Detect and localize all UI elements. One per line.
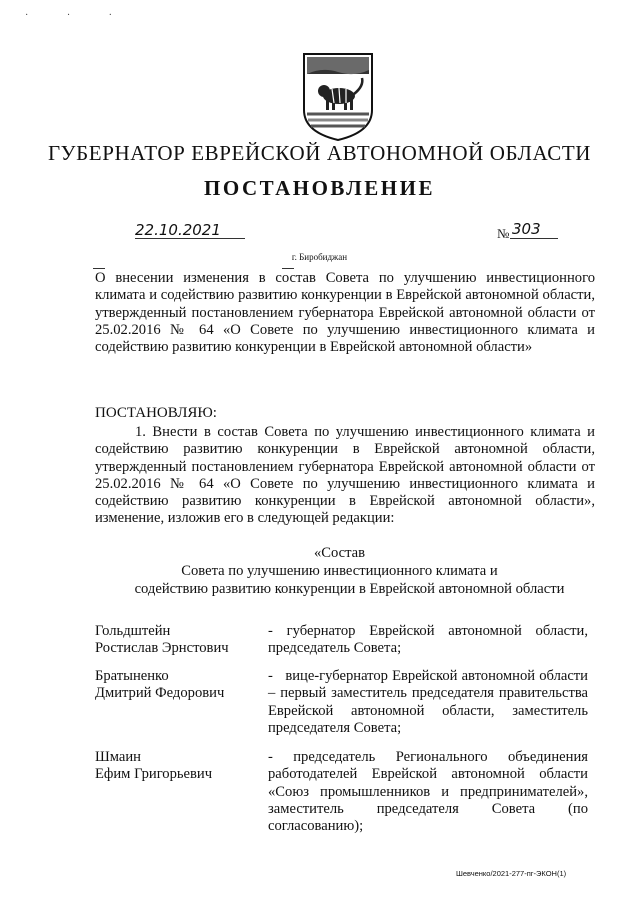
composition-subtitle-1: Совета по улучшению инвестиционного климата и — [181, 563, 498, 579]
member-name: Гольдштейн Ростислав Эрнстович — [95, 623, 229, 657]
date-underline — [135, 238, 245, 239]
decree-word: ПОСТАНОВЛЯЮ: — [95, 405, 217, 421]
member-role: - вице-губернатор Еврейской автономной области – первый заместитель председателя правительства Еврейской автономной области, заместитель председателя Совета; — [268, 668, 592, 736]
document-type-heading: ПОСТАНОВЛЕНИЕ — [204, 176, 435, 200]
member-role: - председатель Регионального объединения работодателей Еврейской автономной области «Союз промышленников и предпринимателей», заместитель председателя Совета (по согласованию); — [268, 749, 588, 835]
number-label: № — [497, 226, 510, 241]
document-subject: О внесении изменения в состав Совета по улучшению инвестиционного климата и содействию развитию конкуренции в Еврейской автономной области, утвержденный постановлением губернатора Еврейской автономной области от 25.02.2016 № 64 «О Совете по улучшению инвестиционного климата и содействию развитию конкуренции в Еврейской автономной области» — [95, 270, 595, 356]
document-number: 303 — [512, 220, 541, 238]
paragraph-1: 1. Внести в состав Совета по улучшению инвестиционного климата и содействию развитию конкуренции в Еврейской автономной области, утвержденный постановлением губернатора Еврейской автономной области от 25.02.2016 № 64 «О Совете по улучшению инвестиционного климата и содействию развитию конкуренции в Еврейской автономной области», изменение, изложив его в следующей редакции: — [95, 424, 595, 527]
footer-code: Шевченко/2021-277-пг-ЭКОН(1) — [456, 869, 567, 878]
member-name: Шмаин Ефим Григорьевич — [95, 749, 213, 783]
member-role: - губернатор Еврейской автономной области, председатель Совета; — [268, 623, 588, 657]
member-name: Братыненко Дмитрий Федорович — [95, 668, 225, 702]
number-underline — [510, 238, 558, 239]
corner-mark-right — [282, 268, 294, 269]
governor-heading: ГУБЕРНАТОР ЕВРЕЙСКОЙ АВТОНОМНОЙ ОБЛАСТИ — [47, 141, 592, 165]
document-date: 22.10.2021 — [135, 221, 221, 239]
coat-of-arms-emblem — [302, 52, 374, 142]
city-label: г. Биробиджан — [291, 252, 348, 262]
scan-artifact: · · · — [25, 10, 130, 21]
corner-mark-left — [93, 268, 105, 269]
composition-subtitle-2: содействию развитию конкуренции в Еврейской автономной области — [134, 581, 565, 597]
composition-title: «Состав — [313, 545, 366, 561]
